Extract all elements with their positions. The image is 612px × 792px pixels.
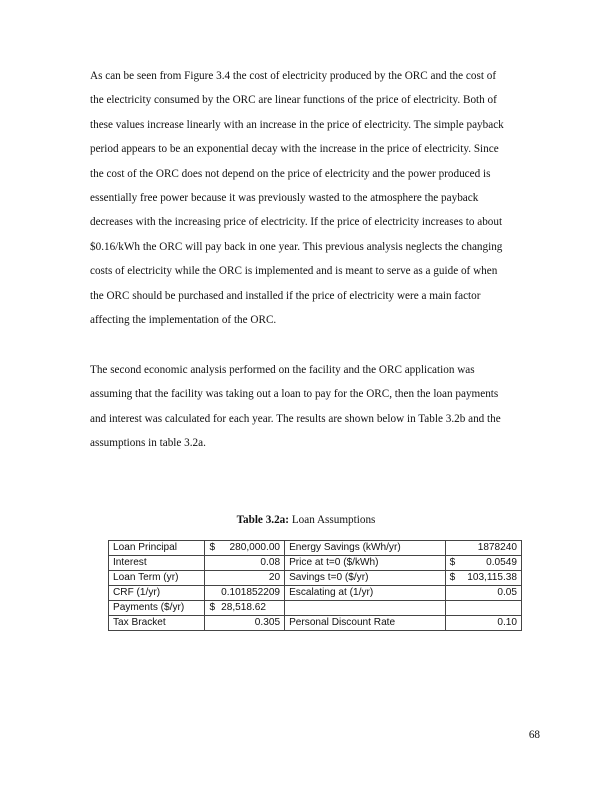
currency-symbol: $ — [449, 572, 456, 583]
row-label: Payments ($/yr) — [109, 601, 205, 616]
text-line: $0.16/kWh the ORC will pay back in one year. This previous analysis neglects the changing — [90, 240, 503, 253]
row-label: CRF (1/yr) — [109, 586, 205, 601]
text-line: essentially free power because it was previously wasted to the atmosphere the payback — [90, 191, 479, 204]
row-label — [285, 601, 446, 616]
body-paragraph-1 — [90, 64, 542, 332]
page-number: 68 — [528, 729, 540, 741]
cell-value: 280,000.00 — [229, 542, 281, 553]
value-cell — [205, 586, 285, 601]
text-line: the electricity consumed by the ORC are linear functions of the price of electricity. Both of — [90, 94, 497, 107]
cell-value: 103,115.38 — [467, 572, 517, 583]
cell-value: 0.101852209 — [221, 587, 281, 598]
value-cell — [445, 586, 521, 601]
table-row — [109, 601, 522, 616]
cell-value: 0.08 — [260, 557, 281, 568]
value-cell — [445, 601, 521, 616]
cell-value: 0.05 — [497, 587, 517, 598]
table-row — [109, 541, 522, 556]
row-label: Interest — [109, 556, 205, 571]
text-line: and interest was calculated for each year. The results are shown below in Table 3.2b and the — [90, 412, 501, 425]
text-line: decreases with the increasing price of electricity. If the price of electricity increases to about — [90, 216, 503, 229]
row-label: Loan Principal — [109, 541, 205, 556]
currency-symbol: $ — [449, 557, 456, 568]
value-cell — [445, 541, 521, 556]
value-cell — [205, 541, 285, 556]
loan-assumptions-table — [108, 540, 522, 631]
row-label: Tax Bracket — [109, 616, 205, 631]
currency-symbol: $ — [209, 602, 216, 613]
table-caption-label: Table 3.2a: — [236, 514, 290, 526]
row-label: Energy Savings (kWh/yr) — [285, 541, 446, 556]
text-line: assuming that the facility was taking out a loan to pay for the ORC, then the loan payments — [90, 388, 499, 401]
value-cell — [445, 571, 521, 586]
text-line: affecting the implementation of the ORC. — [90, 313, 277, 326]
cell-value: 0.305 — [254, 617, 281, 628]
row-label: Loan Term (yr) — [109, 571, 205, 586]
text-line: As can be seen from Figure 3.4 the cost of electricity produced by the ORC and the cost of — [90, 70, 497, 82]
row-label: Escalating at (1/yr) — [285, 586, 446, 601]
table-row — [109, 556, 522, 571]
row-label: Personal Discount Rate — [285, 616, 446, 631]
cell-value: 20 — [268, 572, 281, 583]
text-line: these values increase linearly with an increase in the price of electricity. The simple payback — [90, 118, 504, 131]
text-line: the cost of the ORC does not depend on the price of electricity and the power produced is — [90, 167, 491, 180]
value-cell — [205, 556, 285, 571]
table-caption-text: Loan Assumptions — [289, 514, 376, 526]
value-cell — [205, 571, 285, 586]
body-paragraph-2 — [90, 358, 542, 456]
value-cell — [205, 601, 285, 616]
cell-value: 1878240 — [477, 542, 517, 553]
table-row — [109, 571, 522, 586]
text-line: the ORC should be purchased and installed if the price of electricity were a main factor — [90, 289, 481, 302]
value-cell — [445, 556, 521, 571]
table-caption — [0, 512, 612, 528]
value-cell — [445, 616, 521, 631]
text-line: costs of electricity while the ORC is implemented and is meant to serve as a guide of when — [90, 265, 498, 278]
row-label: Savings t=0 ($/yr) — [285, 571, 446, 586]
cell-value: 0.10 — [497, 617, 517, 628]
value-cell — [205, 616, 285, 631]
text-line: The second economic analysis performed on the facility and the ORC application was — [90, 364, 475, 376]
row-label: Price at t=0 ($/kWh) — [285, 556, 446, 571]
table-row — [109, 616, 522, 631]
table-row — [109, 586, 522, 601]
text-line: assumptions in table 3.2a. — [90, 437, 206, 450]
cell-value: 28,518.62 — [221, 602, 266, 613]
currency-symbol: $ — [209, 542, 216, 553]
text-line: period appears to be an exponential decay with the increase in the price of electricity. Since — [90, 143, 499, 156]
cell-value: 0.0549 — [486, 557, 517, 568]
